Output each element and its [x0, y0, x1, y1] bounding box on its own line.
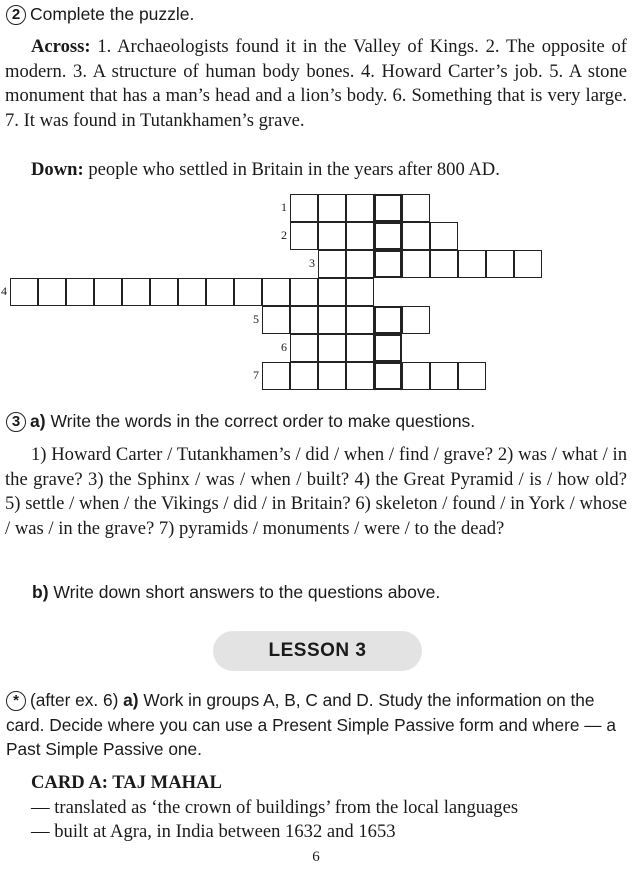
clue-number-5: 5 — [253, 312, 259, 326]
crossword-cell[interactable] — [318, 250, 346, 278]
crossword-cell[interactable] — [458, 250, 486, 278]
crossword-cell[interactable] — [290, 194, 318, 222]
crossword-key-cell[interactable] — [374, 250, 402, 278]
crossword-cell[interactable] — [346, 306, 374, 334]
crossword-cell[interactable] — [38, 278, 66, 306]
questions-text: 1) Howard Carter / Tutankhamen’s / did / when / find / grave? 2) was / what / in the grave? 3) the Sphinx / was / when / built? 4) the Great Pyramid / is / how old? 5) settle / when / the Vikings / did / in Britain? 6) skeleton / found / in York / whose / was / in the grave? 7) pyramids / monuments / were / to the dead? — [5, 444, 627, 539]
crossword-cell[interactable] — [402, 222, 430, 250]
down-text: people who settled in Britain in the years after 800 AD. — [88, 159, 500, 180]
crossword-cell[interactable] — [318, 194, 346, 222]
exercise-3b-heading — [32, 582, 440, 603]
crossword-cell[interactable] — [402, 306, 430, 334]
card-line-1: — translated as ‘the crown of buildings’ from the local languages — [31, 797, 519, 818]
part-b-label: b) — [32, 582, 49, 602]
crossword-cell[interactable] — [318, 278, 346, 306]
exercise-number-badge: 3 — [6, 412, 26, 432]
part-a-label: a) — [30, 411, 46, 431]
crossword-cell[interactable] — [262, 278, 290, 306]
clue-number-1: 1 — [281, 200, 287, 214]
crossword-cell[interactable] — [346, 362, 374, 390]
crossword-cell[interactable] — [346, 250, 374, 278]
card-line-2: — built at Agra, in India between 1632 and 1653 — [31, 821, 396, 842]
page-number: 6 — [312, 849, 320, 865]
star-text: Work in groups A, B, C and D. Study the information on the card. Decide where you can use a Present Simple Passive form and where — a Past Simple Passive one. — [6, 690, 616, 760]
clue-number-6: 6 — [281, 340, 287, 354]
crossword-cell[interactable] — [318, 222, 346, 250]
crossword-cell[interactable] — [94, 278, 122, 306]
exercise-3-instruction: Write the words in the correct order to make questions. — [50, 411, 476, 431]
crossword-cell[interactable] — [290, 362, 318, 390]
crossword-cell[interactable] — [122, 278, 150, 306]
crossword-cell[interactable] — [206, 278, 234, 306]
star-badge: * — [6, 691, 26, 711]
exercise-3b-instruction: Write down short answers to the questions above. — [53, 582, 441, 602]
clue-number-3: 3 — [309, 256, 315, 270]
crossword-cell[interactable] — [318, 362, 346, 390]
crossword-cell[interactable] — [290, 278, 318, 306]
crossword-cell[interactable] — [458, 362, 486, 390]
crossword-cell[interactable] — [346, 194, 374, 222]
crossword-cell[interactable] — [290, 306, 318, 334]
crossword-cell[interactable] — [318, 306, 346, 334]
crossword-key-cell[interactable] — [374, 306, 402, 334]
crossword-key-cell[interactable] — [374, 362, 402, 390]
crossword-cell[interactable] — [66, 278, 94, 306]
crossword-cell[interactable] — [430, 222, 458, 250]
lesson-title-badge: LESSON 3 — [213, 631, 422, 671]
exercise-2-instruction: Complete the puzzle. — [30, 4, 195, 24]
crossword-cell[interactable] — [290, 222, 318, 250]
crossword-cell[interactable] — [10, 278, 38, 306]
crossword-cell[interactable] — [430, 362, 458, 390]
exercise-3-heading — [6, 411, 475, 432]
crossword-cell[interactable] — [346, 278, 374, 306]
crossword-cell[interactable] — [514, 250, 542, 278]
crossword-cell[interactable] — [318, 334, 346, 362]
crossword-cell[interactable] — [346, 334, 374, 362]
crossword-cell[interactable] — [430, 250, 458, 278]
across-label: Across: — [31, 36, 91, 57]
clue-number-7: 7 — [253, 368, 259, 382]
questions-paragraph — [5, 443, 627, 541]
star-exercise — [6, 688, 630, 762]
down-label: Down: — [31, 159, 84, 180]
star-part-a-label: a) — [123, 690, 139, 710]
crossword-key-cell[interactable] — [374, 194, 402, 222]
crossword-key-cell[interactable] — [374, 222, 402, 250]
crossword-cell[interactable] — [346, 222, 374, 250]
crossword-cell[interactable] — [234, 278, 262, 306]
crossword-cell[interactable] — [262, 362, 290, 390]
card-title: CARD A: TAJ MAHAL — [31, 772, 222, 793]
crossword-cell[interactable] — [402, 362, 430, 390]
crossword-cell[interactable] — [262, 306, 290, 334]
clue-number-2: 2 — [281, 228, 287, 242]
crossword-cell[interactable] — [150, 278, 178, 306]
crossword-key-cell[interactable] — [374, 334, 402, 362]
crossword-cell[interactable] — [290, 334, 318, 362]
crossword-cell[interactable] — [486, 250, 514, 278]
exercise-number-badge: 2 — [6, 5, 26, 25]
crossword-cell[interactable] — [402, 250, 430, 278]
star-intro: (after ex. 6) — [30, 690, 119, 710]
across-text: 1. Archaeologists found it in the Valley of Kings. 2. The opposite of modern. 3. A structure of human body bones. 4. Howard Carter’s job. 5. A stone monument that has a man’s head and a lion’s body. 6. Something that is very large. 7. It was found in Tutankhamen’s grave. — [5, 36, 627, 131]
crossword-cell[interactable] — [178, 278, 206, 306]
clue-number-4: 4 — [1, 284, 7, 298]
crossword-cell[interactable] — [402, 194, 430, 222]
